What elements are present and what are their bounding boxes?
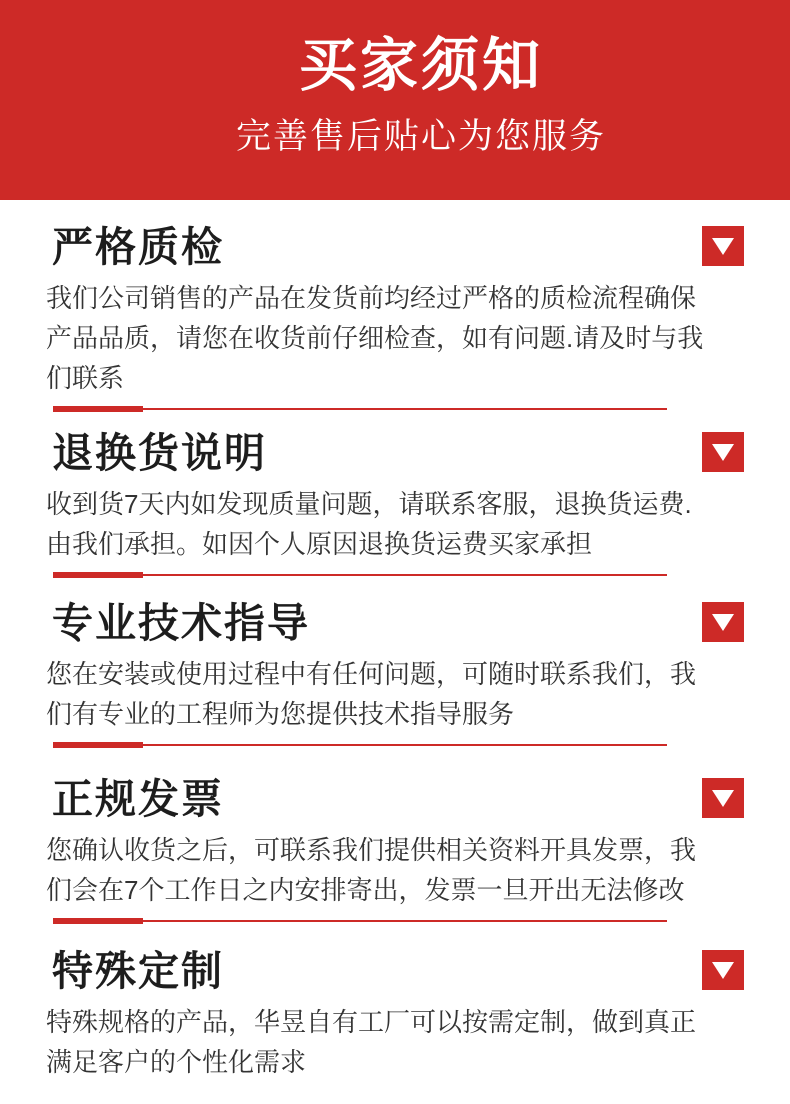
section-heading: 正规发票 — [52, 776, 224, 822]
banner-title: 买家须知 — [298, 33, 543, 98]
divider-thick-bar — [53, 406, 143, 412]
red-marker-box — [702, 226, 744, 266]
section-head-row — [46, 224, 744, 270]
down-triangle-icon — [712, 444, 734, 461]
section-divider — [46, 742, 667, 748]
section-technical-guidance — [46, 600, 744, 748]
red-marker-box — [702, 432, 744, 472]
section-head-row — [46, 776, 744, 822]
section-special-customization — [46, 948, 744, 1082]
down-triangle-icon — [712, 790, 734, 807]
banner-subtitle: 完善售后贴心为您服务 — [235, 117, 606, 156]
section-head-row — [46, 600, 744, 646]
divider-thin-line — [143, 574, 667, 576]
banner — [0, 0, 790, 200]
down-triangle-icon — [712, 238, 734, 255]
section-quality-inspection — [46, 224, 744, 412]
section-body: 您在安装或使用过程中有任何问题，可随时联系我们，我们有专业的工程师为您提供技术指导服务 — [46, 659, 697, 729]
section-return-policy — [46, 430, 744, 578]
divider-thick-bar — [53, 742, 143, 748]
section-heading: 严格质检 — [52, 224, 224, 270]
divider-thick-bar — [53, 918, 143, 924]
divider-thin-line — [143, 408, 667, 410]
section-divider — [46, 918, 667, 924]
section-divider — [46, 572, 667, 578]
section-head-row — [46, 430, 744, 476]
section-head-row — [46, 948, 744, 994]
down-triangle-icon — [712, 614, 734, 631]
section-body: 特殊规格的产品，华昱自有工厂可以按需定制，做到真正满足客户的个性化需求 — [46, 1007, 697, 1077]
divider-thin-line — [143, 744, 667, 746]
section-heading: 专业技术指导 — [52, 600, 310, 646]
red-marker-box — [702, 602, 744, 642]
down-triangle-icon — [712, 962, 734, 979]
section-divider — [46, 406, 667, 412]
section-body: 收到货7天内如发现质量问题，请联系客服，退换货运费.由我们承担。如因个人原因退换货运费买家承担 — [46, 489, 692, 559]
section-body: 我们公司销售的产品在发货前均经过严格的质检流程确保产品品质，请您在收货前仔细检查，如有问题.请及时与我们联系 — [46, 283, 704, 393]
red-marker-box — [702, 950, 744, 990]
sections-container — [0, 224, 790, 1082]
section-formal-invoice — [46, 776, 744, 924]
section-heading: 特殊定制 — [52, 948, 224, 994]
divider-thick-bar — [53, 572, 143, 578]
divider-thin-line — [143, 920, 667, 922]
red-marker-box — [702, 778, 744, 818]
section-body: 您确认收货之后，可联系我们提供相关资料开具发票，我们会在7个工作日之内安排寄出，发票一旦开出无法修改 — [46, 835, 697, 905]
section-heading: 退换货说明 — [52, 430, 267, 476]
